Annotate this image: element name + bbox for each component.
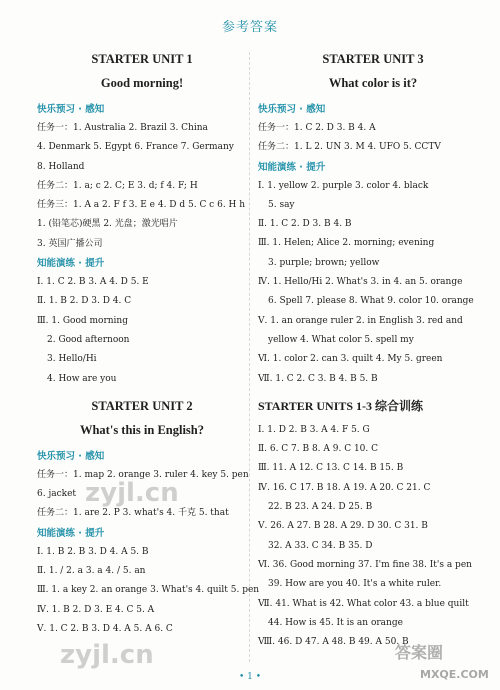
answer-line: Ⅱ. 1. / 2. a 3. a 4. / 5. an [37, 566, 146, 577]
page-title: 参考答案 [221, 20, 278, 35]
unit1-section-practice: 知能演练 · 提升 [37, 258, 105, 270]
answer-line: 3. Hello/Hi [47, 354, 97, 365]
unit2-title: STARTER UNIT 2 [91, 398, 193, 413]
answer-line: Ⅱ. 6. C 7. B 8. A 9. C 10. C [258, 444, 379, 455]
answer-line: 6. Spell 7. please 8. What 9. color 10. orange [268, 296, 474, 307]
answer-line: Ⅱ. 1. B 2. D 3. D 4. C [37, 296, 132, 307]
answer-line: Ⅴ. 1. C 2. B 3. D 4. A 5. A 6. C [37, 623, 173, 634]
answer-line: yellow 4. What color 5. spell my [268, 334, 414, 345]
answer-line: 3. 英国广播公司 [37, 238, 103, 249]
answer-line: Ⅲ. 11. A 12. C 13. C 14. B 15. B [258, 463, 404, 474]
unit3-title: STARTER UNIT 3 [322, 52, 424, 66]
answer-line: 39. How are you 40. It's a white ruler. [268, 579, 442, 590]
answer-line: 32. A 33. C 34. B 35. D [268, 540, 373, 551]
watermark: 答案圈 [395, 643, 444, 662]
answer-line: 1. (铅笔芯)硬黑 2. 光盘；激光唱片 [37, 219, 178, 230]
answer-line: Ⅴ. 26. A 27. B 28. A 29. D 30. C 31. B [258, 521, 428, 532]
unit3-section-preview: 快乐预习 · 感知 [258, 104, 326, 115]
answer-line: 任务二：1. are 2. P 3. what's 4. 千克 5. that [37, 508, 229, 519]
watermark: zyjl.cn [85, 478, 179, 508]
unit3-subtitle: What color is it? [328, 76, 418, 90]
answer-line: Ⅱ. 1. C 2. D 3. B 4. B [258, 219, 352, 230]
answer-line: 任务一：1. Australia 2. Brazil 3. China [37, 123, 208, 133]
answer-line: 4. How are you [47, 373, 117, 384]
answer-line: 22. B 23. A 24. D 25. B [268, 502, 373, 513]
answer-line: Ⅲ. 1. Good morning [37, 315, 128, 326]
answer-line: 任务一：1. map 2. orange 3. ruler 4. key 5. pen [37, 469, 249, 480]
combo-title: STARTER UNITS 1-3 综合训练 [258, 398, 424, 413]
unit2-subtitle: What's this in English? [79, 422, 204, 437]
answer-line: Ⅰ. 1. yellow 2. purple 3. color 4. black [258, 180, 429, 191]
answer-line: 任务二：1. L 2. UN 3. M 4. UFO 5. CCTV [258, 142, 441, 153]
answer-line: Ⅷ. 46. D 47. A 48. B 49. A 50. B [258, 637, 409, 648]
answer-line: Ⅳ. 1. Hello/Hi 2. What's 3. in 4. an 5. orange [258, 277, 463, 288]
watermark: zyjl.cn [60, 640, 154, 670]
answer-line: Ⅴ. 1. an orange ruler 2. in English 3. red and [258, 315, 463, 326]
answer-line: Ⅲ. 1. a key 2. an orange 3. What's 4. quilt 5. pen [37, 585, 260, 596]
answer-line: 5. say [268, 199, 295, 210]
answer-line: 3. purple; brown; yellow [268, 257, 380, 268]
answer-line: 2. Good afternoon [47, 334, 130, 345]
right-column [258, 50, 488, 652]
unit1-section-preview: 快乐预习 · 感知 [37, 104, 105, 115]
unit2-section-preview: 快乐预习 · 感知 [37, 450, 105, 462]
watermark: MXQE.COM [420, 668, 489, 681]
answer-line: 任务一：1. C 2. D 3. B 4. A [258, 123, 376, 133]
answer-line: Ⅶ. 1. C 2. C 3. B 4. B 5. B [258, 373, 378, 384]
answer-line: Ⅳ. 1. B 2. D 3. E 4. C 5. A [37, 604, 155, 615]
answer-line: 8. Holland [37, 161, 85, 172]
unit3-section-practice: 知能演练 · 提升 [258, 161, 326, 173]
left-column [37, 50, 260, 639]
page-number: • 1 • [238, 672, 262, 682]
answer-line: 任务三：1. A a 2. F f 3. E e 4. D d 5. C c 6. H h [37, 200, 246, 211]
column-divider [249, 52, 250, 662]
answer-line: Ⅰ. 1. B 2. B 3. D 4. A 5. B [37, 546, 149, 557]
answer-line: 6. jacket [37, 489, 77, 500]
answer-line: Ⅳ. 16. C 17. B 18. A 19. A 20. C 21. C [258, 482, 431, 493]
unit2-section-practice: 知能演练 · 提升 [37, 527, 105, 539]
unit1-title: STARTER UNIT 1 [91, 52, 193, 66]
answer-line: Ⅵ. 1. color 2. can 3. quilt 4. My 5. green [258, 354, 443, 365]
answer-line: 4. Denmark 5. Egypt 6. France 7. Germany [37, 142, 234, 153]
answer-line: Ⅶ. 41. What is 42. What color 43. a blue quilt [258, 598, 469, 609]
unit1-subtitle: Good morning! [100, 76, 184, 90]
answer-line: Ⅵ. 36. Good morning 37. I'm fine 38. It's a pen [258, 559, 472, 570]
answer-line: 44. How is 45. It is an orange [268, 617, 403, 628]
answer-line: Ⅰ. 1. D 2. B 3. A 4. F 5. G [258, 424, 370, 435]
answer-line: Ⅲ. 1. Helen; Alice 2. morning; evening [258, 238, 435, 249]
answer-line: 任务二：1. a; c 2. C; E 3. d; f 4. F; H [37, 180, 198, 191]
answer-line: Ⅰ. 1. C 2. B 3. A 4. D 5. E [37, 277, 149, 288]
